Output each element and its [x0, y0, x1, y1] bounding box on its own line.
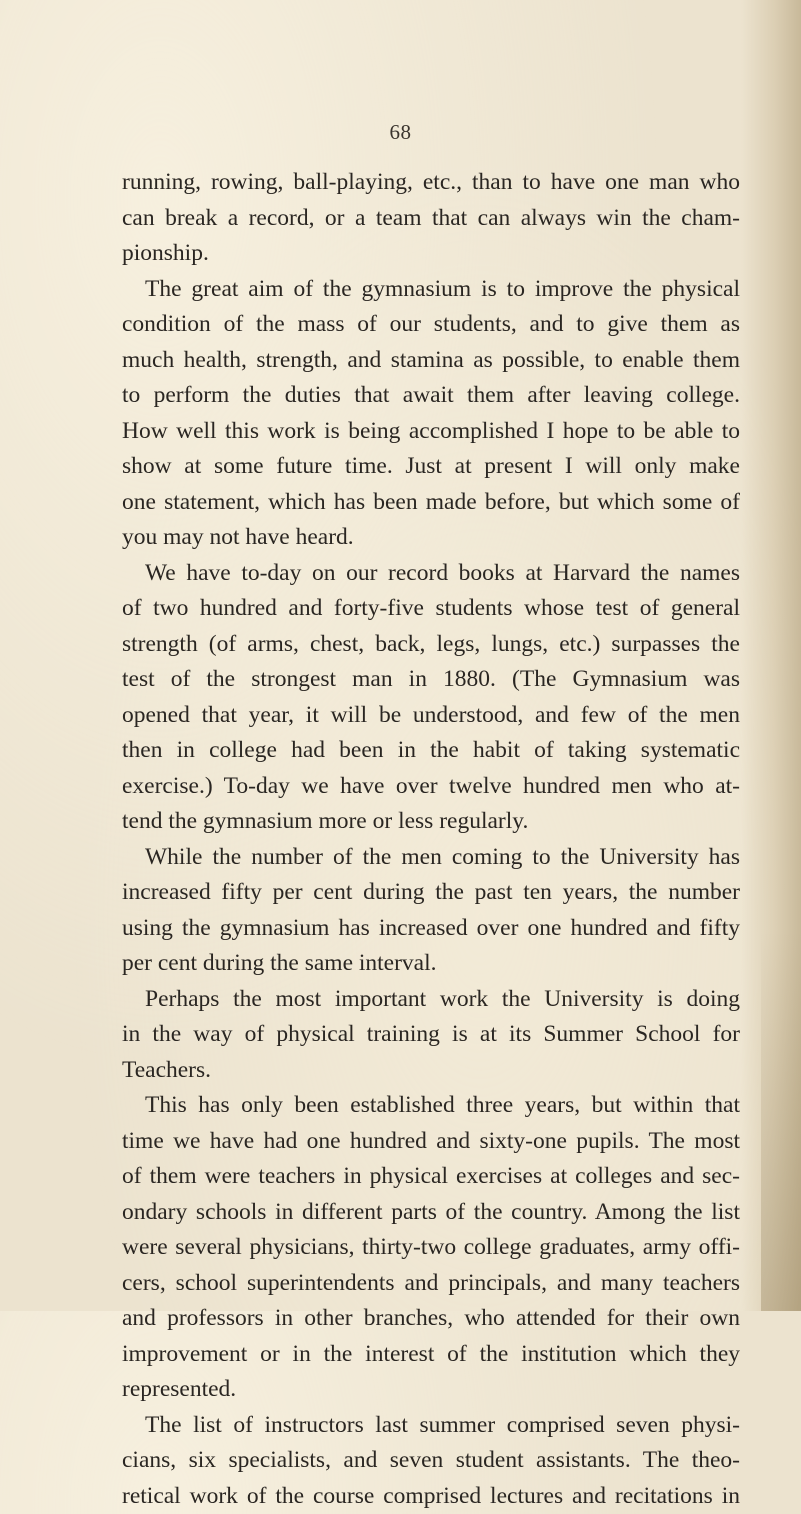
text-line: test of the strongest man in 1880. (The Gymnasium was — [122, 662, 740, 698]
text-line: then in college had been in the habit of taking systematic — [122, 733, 740, 769]
text-line: strength (of arms, chest, back, legs, lungs, etc.) surpasses the — [122, 627, 740, 663]
text-line: tend the gymnasium more or less regularly. — [122, 804, 740, 840]
text-line: and professors in other branches, who attended for their own — [122, 1301, 740, 1337]
text-line: one statement, which has been made before, but which some of — [122, 485, 740, 521]
text-line: pionship. — [122, 236, 740, 272]
text-line: retical work of the course comprised lectures and recitations in — [122, 1479, 740, 1514]
body-text — [122, 165, 740, 1514]
text-line: per cent during the same interval. — [122, 946, 740, 982]
page-number: 68 — [0, 120, 801, 145]
text-line: cers, school superintendents and principals, and many teachers — [122, 1266, 740, 1302]
text-line: running, rowing, ball-playing, etc., than to have one man who — [122, 165, 740, 201]
text-line: can break a record, or a team that can always win the cham- — [122, 201, 740, 237]
text-line: using the gymnasium has increased over one hundred and fifty — [122, 911, 740, 947]
text-line: exercise.) To-day we have over twelve hundred men who at- — [122, 769, 740, 805]
text-line: to perform the duties that await them after leaving college. — [122, 378, 740, 414]
text-line: of them were teachers in physical exercises at colleges and sec- — [122, 1159, 740, 1195]
text-line: opened that year, it will be understood, and few of the men — [122, 698, 740, 734]
text-line: represented. — [122, 1372, 740, 1408]
text-line: Perhaps the most important work the University is doing — [122, 982, 740, 1018]
text-line: time we have had one hundred and sixty-one pupils. The most — [122, 1124, 740, 1160]
text-line: cians, six specialists, and seven student assistants. The theo- — [122, 1443, 740, 1479]
text-line: you may not have heard. — [122, 520, 740, 556]
text-line: Teachers. — [122, 1053, 740, 1089]
text-line: condition of the mass of our students, and to give them as — [122, 307, 740, 343]
text-line: were several physicians, thirty-two college graduates, army offi- — [122, 1230, 740, 1266]
text-line: much health, strength, and stamina as possible, to enable them — [122, 343, 740, 379]
text-line: The list of instructors last summer comprised seven physi- — [122, 1408, 740, 1444]
text-line: This has only been established three years, but within that — [122, 1088, 740, 1124]
text-line: show at some future time. Just at present I will only make — [122, 449, 740, 485]
page-edge-shadow — [741, 0, 801, 1311]
text-line: How well this work is being accomplished I hope to be able to — [122, 414, 740, 450]
text-line: increased fifty per cent during the past ten years, the number — [122, 875, 740, 911]
text-line: ondary schools in different parts of the country. Among the list — [122, 1195, 740, 1231]
text-line: improvement or in the interest of the institution which they — [122, 1337, 740, 1373]
page-edge-shadow-bottom — [761, 931, 801, 1311]
text-line: in the way of physical training is at its Summer School for — [122, 1017, 740, 1053]
text-line: We have to-day on our record books at Harvard the names — [122, 556, 740, 592]
text-line: While the number of the men coming to the University has — [122, 840, 740, 876]
text-line: The great aim of the gymnasium is to improve the physical — [122, 272, 740, 308]
text-line: of two hundred and forty-five students whose test of general — [122, 591, 740, 627]
